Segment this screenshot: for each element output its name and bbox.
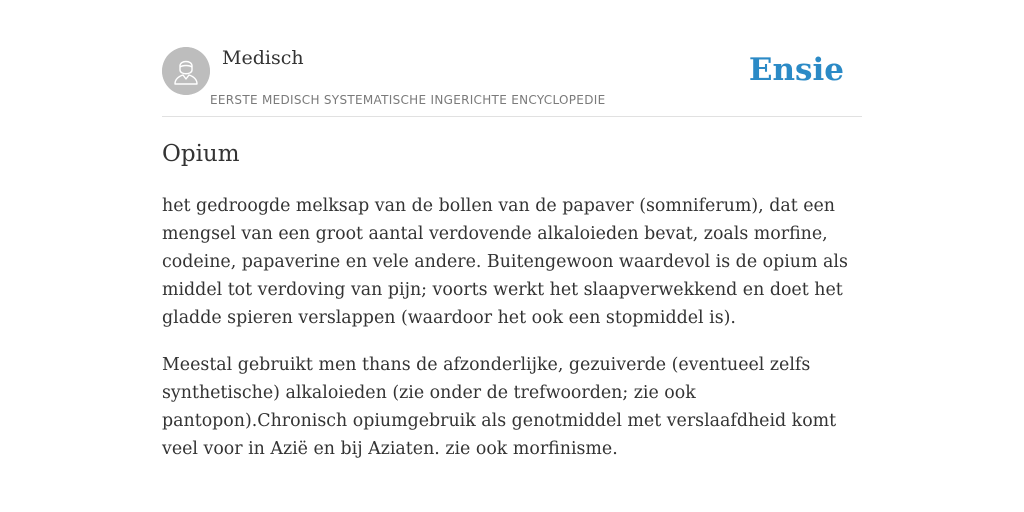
article-paragraph: het gedroogde melksap van de bollen van de papaver (somniferum), dat een mengsel van een groot aantal verdovende alkaloieden bevat, zoals morfine, codeine, papaverine en vele andere. Buitengewoon waardevol is de opium als middel tot verdoving van pijn; voorts werkt het slaapverwekkend en doet het gladde spieren verslappen (waardoor het ook een stopmiddel is). (162, 196, 848, 328)
article-body (162, 192, 862, 482)
author-name[interactable]: Medisch (222, 47, 304, 69)
author-subtitle: EERSTE MEDISCH SYSTEMATISCHE INGERICHTE ENCYCLOPEDIE (210, 93, 606, 107)
article-paragraph: Meestal gebruikt men thans de afzonderlijke, gezuiverde (eventueel zelfs synthetische) alkaloieden (zie onder de trefwoorden; zie ook pantopon).Chronisch opiumgebruik als genotmiddel met verslaafdheid komt veel voor in Azië en bij Aziaten. zie ook morfinisme. (162, 355, 837, 459)
avatar[interactable] (162, 47, 210, 95)
brand-logo[interactable]: Ensie (748, 52, 844, 88)
header (162, 46, 862, 117)
article-title: Opium (162, 141, 240, 167)
user-silhouette-icon (162, 47, 210, 95)
